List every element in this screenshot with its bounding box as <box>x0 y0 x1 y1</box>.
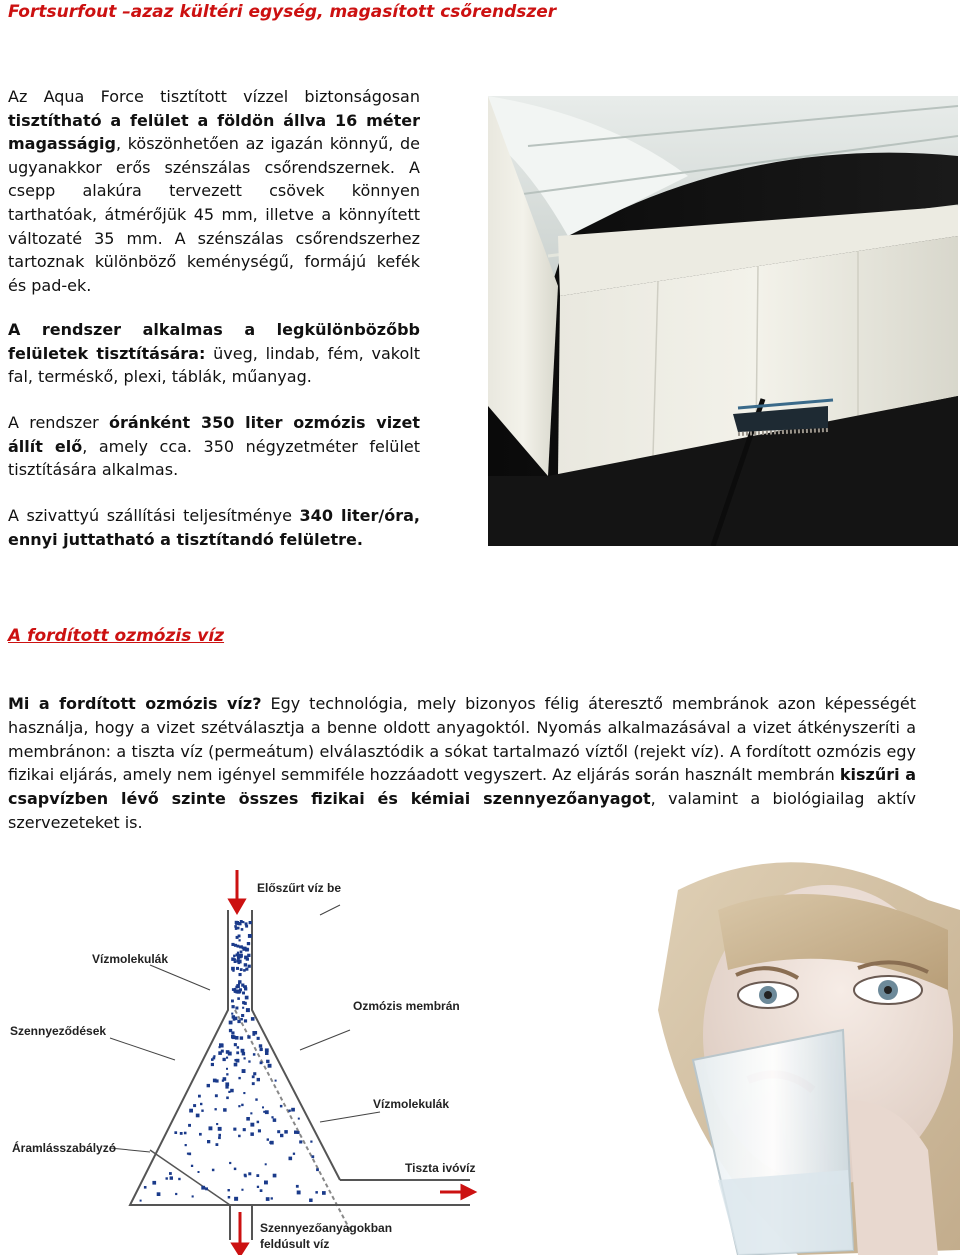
intro-paragraph-4 <box>8 504 420 551</box>
molecule-dot <box>245 924 247 926</box>
molecule-dot <box>241 1018 243 1020</box>
molecule-dot <box>284 1130 288 1134</box>
molecule-dot <box>236 959 239 962</box>
molecule-dot <box>257 1121 260 1124</box>
molecule-dot <box>280 1134 283 1137</box>
molecule-dot <box>219 1043 223 1047</box>
molecule-dot <box>248 1172 251 1175</box>
molecule-dot <box>250 1123 254 1127</box>
molecule-dot <box>241 984 244 987</box>
bold-text-span: 340 liter/óra, ennyi juttatható a tisztítandó felületre. <box>8 506 421 549</box>
molecule-dot <box>242 1052 245 1055</box>
molecule-dot <box>228 1052 232 1056</box>
osmosis-diagram <box>0 860 500 1255</box>
molecule-dot <box>239 922 242 925</box>
molecule-dot <box>238 1135 241 1138</box>
molecule-dot <box>198 1171 200 1173</box>
molecule-dot <box>207 1084 210 1087</box>
page-title: Fortsurfout –azaz kültéri egység, magasított csőrendszer <box>8 2 557 22</box>
molecule-dot <box>267 1138 269 1140</box>
molecule-dot <box>311 1155 314 1158</box>
molecule-dot <box>207 1140 210 1143</box>
molecule-dot <box>211 1063 214 1066</box>
molecule-dot <box>226 1057 228 1059</box>
molecule-dot <box>192 1195 194 1197</box>
molecule-dot <box>180 1132 183 1135</box>
molecule-dot <box>294 1131 297 1134</box>
molecule-dot <box>241 1014 244 1017</box>
bold-text-span: A rendszer alkalmas a legkülönbözőbb felületek tisztítására: <box>8 320 420 363</box>
molecule-dot <box>273 1118 277 1122</box>
label-prefiltered: Előszűrt víz be <box>257 881 342 895</box>
molecule-dot <box>231 1000 234 1003</box>
molecule-dot <box>231 1031 234 1034</box>
molecule-dot <box>291 1108 295 1112</box>
molecule-dot <box>222 1080 224 1082</box>
molecule-dot <box>251 1017 255 1021</box>
molecule-dot <box>253 1072 256 1075</box>
molecule-dot <box>248 965 251 968</box>
molecule-dot <box>260 1049 262 1051</box>
molecule-dot <box>252 1075 255 1078</box>
molecule-dot <box>231 1013 233 1015</box>
molecule-dot <box>237 990 241 994</box>
molecule-dot <box>252 1082 255 1085</box>
molecule-dot <box>236 1059 239 1062</box>
molecule-dot <box>140 1200 142 1202</box>
molecule-dot <box>157 1192 161 1196</box>
molecule-dot <box>213 1079 217 1083</box>
label-waste-1: Szennyezőanyagokban <box>260 1221 393 1235</box>
molecule-dot <box>198 1095 201 1098</box>
molecule-dot <box>242 1069 246 1073</box>
label-membrane: Ozmózis membrán <box>353 999 460 1013</box>
woman-drinking-photo <box>598 850 960 1255</box>
molecule-dot <box>152 1181 156 1185</box>
molecule-dot <box>241 928 244 931</box>
molecule-dot <box>191 1165 193 1167</box>
molecule-dot <box>245 996 249 1000</box>
molecule-dot <box>230 1089 234 1093</box>
molecule-dot <box>270 1141 274 1145</box>
molecule-dot <box>193 1104 196 1107</box>
molecule-dot <box>273 1174 277 1178</box>
molecule-dot <box>260 1061 263 1064</box>
molecule-dot <box>243 1092 245 1094</box>
molecule-dot <box>244 1019 247 1022</box>
molecule-dot <box>280 1105 283 1108</box>
molecule-dot <box>228 1196 231 1199</box>
molecule-dot <box>233 955 235 957</box>
molecule-dot <box>218 1134 221 1137</box>
molecule-dot <box>268 1064 272 1068</box>
molecule-dot <box>236 967 239 970</box>
molecule-dot <box>288 1110 290 1112</box>
molecule-dot <box>188 1124 191 1127</box>
molecule-dot <box>256 1174 259 1177</box>
molecule-dot <box>215 1094 218 1097</box>
molecule-dot <box>237 1020 240 1023</box>
molecule-dot <box>275 1080 277 1082</box>
molecule-dot <box>265 1052 269 1056</box>
molecule-dot <box>246 957 249 960</box>
molecule-dot <box>216 1143 219 1146</box>
molecule-dot <box>252 1033 255 1036</box>
text-span: üveg, lindab, fém, vakolt fal, terméskő, plexi, táblák, műanyag. <box>8 343 420 387</box>
molecule-dot <box>238 1077 240 1079</box>
molecule-dot <box>246 1117 250 1121</box>
label-water-molecules-1: Vízmolekulák <box>92 952 169 966</box>
molecule-dot <box>234 1197 238 1201</box>
molecule-dot <box>237 956 240 959</box>
molecule-dot <box>271 1197 273 1199</box>
molecule-dot <box>233 1128 236 1131</box>
molecule-dot <box>296 1185 299 1188</box>
text-span: , valamint a biológiailag aktív szervezeteket is. <box>8 789 917 832</box>
molecule-dot <box>212 1169 215 1172</box>
molecule-dot <box>309 1199 313 1203</box>
molecule-dot <box>257 1037 260 1040</box>
molecule-dot <box>184 1132 187 1135</box>
molecule-dot <box>310 1141 312 1143</box>
molecule-dot <box>229 1021 233 1025</box>
bold-text-span: kiszűri a csapvízben lévő szinte összes fizikai és kémiai szennyezőanyagot <box>8 765 917 809</box>
molecule-dot <box>175 1193 177 1195</box>
molecule-dot <box>218 1127 222 1131</box>
molecule-dot <box>188 1153 191 1156</box>
molecule-dot <box>255 1098 257 1100</box>
molecule-dot <box>185 1144 187 1146</box>
molecule-dot <box>196 1114 200 1118</box>
molecule-dot <box>226 1068 228 1070</box>
molecule-dot <box>247 948 249 950</box>
molecule-dot <box>234 1043 237 1046</box>
molecule-dot <box>289 1157 293 1161</box>
molecule-dot <box>226 1097 229 1100</box>
molecule-dot <box>266 1060 269 1063</box>
molecule-dot <box>200 1103 202 1105</box>
molecule-dot <box>174 1131 177 1134</box>
molecule-dot <box>229 1162 231 1164</box>
molecule-dot <box>297 1191 301 1195</box>
molecule-dot <box>226 1073 228 1075</box>
molecule-dot <box>215 1108 217 1110</box>
molecule-dot <box>235 927 238 930</box>
bold-text-span: Mi a fordított ozmózis víz? <box>8 694 262 713</box>
molecule-dot <box>221 1050 224 1053</box>
molecule-dot <box>271 1116 273 1118</box>
molecule-dot <box>228 1091 230 1093</box>
molecule-dot <box>235 921 239 925</box>
molecule-dot <box>225 1082 229 1086</box>
molecule-dot <box>240 951 243 954</box>
molecule-dot <box>239 973 242 976</box>
label-water-molecules-2: Vízmolekulák <box>373 1097 450 1111</box>
roof-cleaning-photo <box>488 96 958 546</box>
molecule-dot <box>293 1153 295 1155</box>
molecule-dot <box>244 987 247 990</box>
molecule-dot <box>234 1168 237 1171</box>
molecule-dot <box>265 1163 267 1165</box>
molecule-dot <box>315 1191 318 1194</box>
molecule-dot <box>246 1008 250 1012</box>
molecule-dot <box>237 997 240 1000</box>
molecule-dot <box>299 1140 302 1143</box>
molecule-dot <box>205 1187 208 1190</box>
intro-paragraph-3 <box>8 411 420 482</box>
molecule-dot <box>240 968 243 971</box>
molecule-dot <box>250 1132 254 1136</box>
molecule-dot <box>243 1128 246 1131</box>
molecule-dot <box>264 1181 268 1185</box>
molecule-dot <box>243 969 246 972</box>
vessel-right-wall <box>252 910 340 1180</box>
molecule-dot <box>249 921 252 924</box>
molecule-dot <box>242 1007 244 1009</box>
molecule-dot <box>216 1123 218 1125</box>
regulator-line <box>150 1150 230 1205</box>
molecule-dot <box>245 968 248 971</box>
molecule-dot <box>316 1168 319 1171</box>
molecule-dot <box>234 990 237 993</box>
molecule-dot <box>242 921 244 923</box>
molecule-dot <box>258 1129 261 1132</box>
molecule-dot <box>166 1177 168 1179</box>
molecule-dot <box>259 1044 262 1047</box>
molecule-dot <box>201 1186 205 1190</box>
molecule-dot <box>247 1035 250 1038</box>
molecule-dot <box>234 925 237 928</box>
molecule-dot <box>223 1108 227 1112</box>
molecule-dot <box>144 1186 147 1189</box>
molecule-dot <box>242 1001 245 1004</box>
ro-paragraph <box>8 692 916 835</box>
bold-text-span: óránként 350 liter ozmózis vizet állít elő <box>8 413 420 456</box>
molecule-dot <box>169 1172 172 1175</box>
molecule-dot <box>250 1112 252 1114</box>
text-span: Az Aqua Force tisztított vízzel biztonságosan <box>8 87 420 106</box>
molecule-dot <box>241 1104 243 1106</box>
molecule-dot <box>239 939 241 941</box>
molecule-dot <box>189 1109 193 1113</box>
molecule-dot <box>235 1036 239 1040</box>
molecule-dot <box>322 1191 326 1195</box>
label-pure-water: Tiszta ivóvíz <box>405 1161 476 1175</box>
molecule-dot <box>235 986 238 989</box>
molecule-dot <box>232 970 234 972</box>
molecule-dot <box>228 1189 230 1191</box>
molecule-dot <box>236 936 239 939</box>
molecule-dot <box>248 934 252 938</box>
molecule-dot <box>233 1018 236 1021</box>
text-span: , amely cca. 350 négyzetméter felület tisztítására alkalmas. <box>8 436 421 480</box>
label-contaminants: Szennyeződések <box>10 1024 107 1038</box>
intro-paragraph-2 <box>8 318 420 389</box>
molecule-dot <box>242 992 244 994</box>
molecule-dot <box>248 1060 250 1062</box>
molecule-dot <box>237 1046 240 1049</box>
molecule-dot <box>244 1057 246 1059</box>
molecule-dot <box>201 1110 203 1112</box>
text-span: Egy technológia, mely bizonyos félig áteresztő membránok azon képességét használja, hogy a vizet szétválasztja a benne oldott anyagoktól. Nyomás alkalmazásával a vizet átkényszeríti a membránon: a tiszta víz (permeátum) elválasztódik a sókat tartalmazó víztől (rejekt víz). A fordított ozmózis egy fizikai eljárás, amely nem igényel semmiféle hozzáadott vegyszert. Az eljárás során használt membrán <box>8 694 917 785</box>
intro-paragraph-1 <box>8 85 420 297</box>
molecule-dot <box>199 1133 202 1136</box>
molecule-dot <box>218 1136 221 1139</box>
text-span: , köszönhetően az igazán könnyű, de ugyanakkor erős szénszálas csőrendszernek. A csepp alakúra tervezett csövek könnyen tarthatóak, átmérőjük 45 mm, illetve a könnyített változaté 35 mm. A szénszálas csőrendszerhez tartoznak különböző keménységű, formájú kefék és pad-ek. <box>8 134 420 295</box>
molecule-dot <box>223 1058 226 1061</box>
text-span: A rendszer <box>8 413 110 432</box>
molecule-dot <box>253 1053 256 1056</box>
molecule-dot <box>231 957 235 961</box>
molecule-dot <box>277 1130 280 1133</box>
molecule-dot <box>170 1176 173 1179</box>
molecule-dot <box>234 1063 238 1067</box>
molecule-dot <box>232 1005 235 1008</box>
molecule-dot <box>257 1078 260 1081</box>
molecule-dot <box>244 1175 247 1178</box>
molecule-dot <box>244 963 247 966</box>
molecule-dot <box>298 1118 300 1120</box>
text-span: A szivattyú szállítási teljesítménye <box>8 506 300 525</box>
molecule-dot <box>262 1106 264 1108</box>
section-title: A fordított ozmózis víz <box>8 626 225 646</box>
molecule-dot <box>178 1178 180 1180</box>
molecule-dot <box>236 1051 239 1054</box>
label-flow-regulator: Áramlásszabályzó <box>12 1141 117 1155</box>
bold-text-span: tisztítható a felület a földön állva 16 méter magasságig <box>8 110 420 154</box>
molecule-dot <box>235 1007 238 1010</box>
molecule-dot <box>266 1197 270 1201</box>
label-waste-2: feldúsult víz <box>260 1237 330 1251</box>
molecule-dot <box>240 1036 243 1039</box>
molecule-dot <box>209 1126 213 1130</box>
molecule-dot <box>213 1055 215 1057</box>
molecule-dot <box>237 954 240 957</box>
molecule-dot <box>238 1105 240 1107</box>
molecule-dot <box>265 1110 269 1114</box>
molecule-dot <box>257 1186 259 1188</box>
molecule-dot <box>260 1189 263 1192</box>
molecule-dot <box>241 1189 243 1191</box>
molecule-dot <box>248 942 251 945</box>
